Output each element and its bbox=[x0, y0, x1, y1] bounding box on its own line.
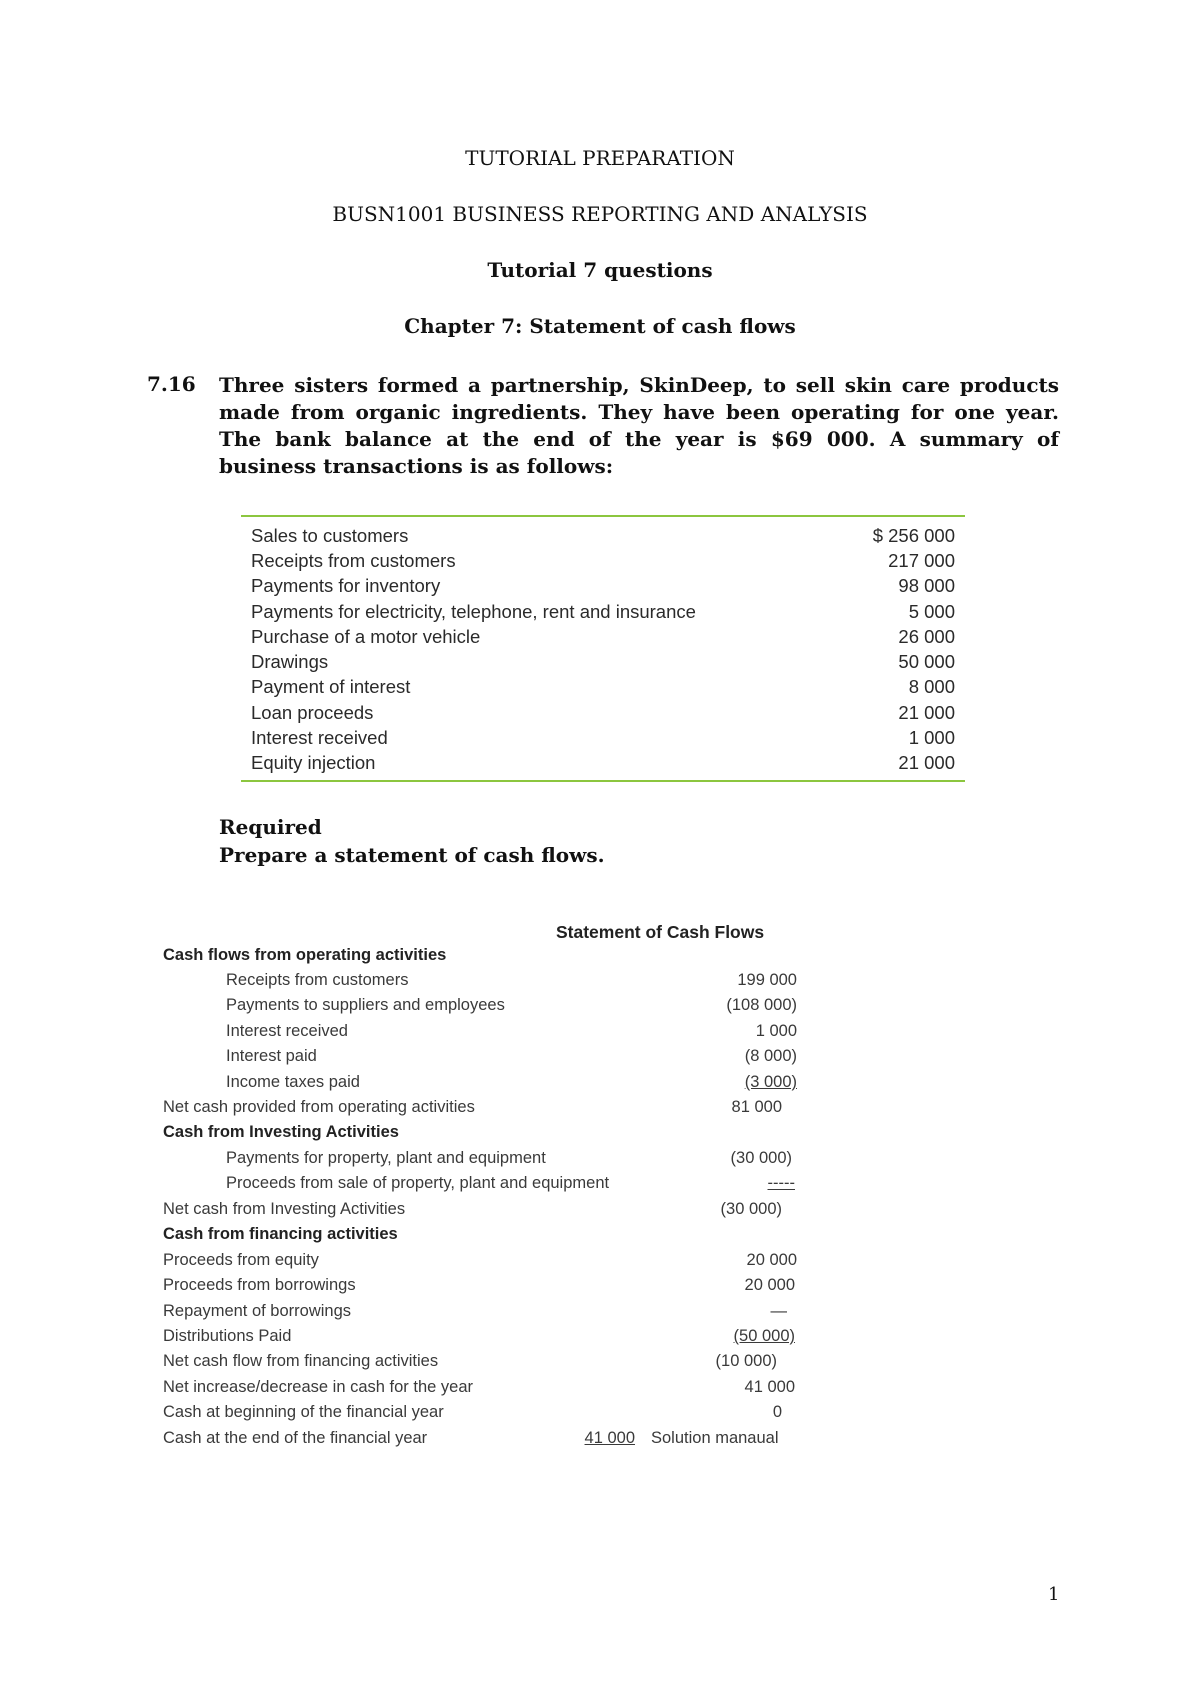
question-number: 7.16 bbox=[147, 372, 196, 396]
net-financing-value: (10 000) bbox=[715, 1352, 777, 1370]
required-text: Prepare a statement of cash flows. bbox=[219, 843, 605, 867]
txn-label: Sales to customers bbox=[251, 524, 409, 546]
txn-label: Equity injection bbox=[251, 752, 376, 774]
interest-received-value: 1 000 bbox=[755, 1022, 797, 1040]
interest-paid-label: Interest paid bbox=[226, 1047, 317, 1065]
ppe-payments-label: Payments for property, plant and equipment bbox=[226, 1149, 546, 1167]
txn-amount: 5 000 bbox=[908, 600, 955, 622]
table-row bbox=[241, 700, 965, 725]
interest-paid-value: (8 000) bbox=[744, 1047, 797, 1065]
cash-begin-value: 0 bbox=[772, 1403, 782, 1421]
repayment-label: Repayment of borrowings bbox=[163, 1302, 352, 1320]
txn-amount: 21 000 bbox=[898, 752, 955, 774]
income-tax-value: (3 000) bbox=[744, 1073, 797, 1091]
question-text: Three sisters formed a partnership, SkinDeep, to sell skin care products made from organic ingredients. They have been operating for one year. The bank balance at the end of the year is $69 000. A summary of business transactions is as follows: bbox=[219, 373, 1059, 478]
borrowings-label: Proceeds from borrowings bbox=[163, 1276, 356, 1294]
distributions-label: Distributions Paid bbox=[163, 1327, 292, 1345]
distributions-value: (50 000) bbox=[733, 1327, 795, 1345]
page-number: 1 bbox=[1048, 1584, 1060, 1605]
txn-label: Interest received bbox=[251, 727, 388, 749]
net-financing-label: Net cash flow from financing activities bbox=[163, 1352, 439, 1370]
table-row bbox=[241, 751, 965, 776]
net-investing-label: Net cash from Investing Activities bbox=[163, 1200, 406, 1218]
ppe-sale-value: ----- bbox=[767, 1174, 795, 1192]
txn-amount: 1 000 bbox=[908, 727, 955, 749]
interest-received-label: Interest received bbox=[226, 1022, 348, 1040]
net-operating-value: 81 000 bbox=[731, 1098, 782, 1116]
txn-label: Drawings bbox=[251, 651, 329, 673]
txn-label: Receipts from customers bbox=[251, 549, 456, 571]
cash-flow-title: Statement of Cash Flows bbox=[556, 922, 765, 942]
txn-amount: 50 000 bbox=[898, 651, 955, 673]
txn-amount: 8 000 bbox=[908, 676, 955, 698]
txn-label: Payment of interest bbox=[251, 676, 411, 698]
txn-amount: 21 000 bbox=[898, 701, 955, 723]
table-row bbox=[241, 523, 965, 548]
equity-value: 20 000 bbox=[746, 1251, 797, 1269]
cash-begin-label: Cash at beginning of the financial year bbox=[163, 1403, 444, 1421]
cash-end-label: Cash at the end of the financial year bbox=[163, 1429, 428, 1447]
borrowings-value: 20 000 bbox=[744, 1276, 795, 1294]
net-change-label: Net increase/decrease in cash for the year bbox=[163, 1378, 473, 1396]
document-title: TUTORIAL PREPARATION bbox=[465, 146, 735, 170]
txn-amount: 217 000 bbox=[888, 549, 955, 571]
receipts-value: 199 000 bbox=[737, 971, 797, 989]
table-row bbox=[241, 548, 965, 573]
payments-value: (108 000) bbox=[726, 996, 797, 1014]
repayment-value: — bbox=[770, 1302, 787, 1320]
txn-amount: 26 000 bbox=[898, 625, 955, 647]
table-row bbox=[241, 649, 965, 674]
cash-end-value: 41 000 bbox=[584, 1429, 635, 1447]
equity-label: Proceeds from equity bbox=[163, 1251, 319, 1269]
ppe-payments-value: (30 000) bbox=[730, 1149, 792, 1167]
txn-label: Purchase of a motor vehicle bbox=[251, 625, 481, 647]
table-row bbox=[241, 675, 965, 700]
table-row bbox=[241, 725, 965, 750]
chapter-title: Chapter 7: Statement of cash flows bbox=[404, 314, 796, 338]
required-heading: Required bbox=[219, 815, 322, 839]
table-row bbox=[241, 574, 965, 599]
table-row bbox=[241, 624, 965, 649]
course-title: BUSN1001 BUSINESS REPORTING AND ANALYSIS bbox=[332, 202, 868, 226]
tutorial-title: Tutorial 7 questions bbox=[487, 258, 713, 282]
txn-label: Payments for inventory bbox=[251, 575, 441, 597]
net-investing-value: (30 000) bbox=[720, 1200, 782, 1218]
operating-heading: Cash flows from operating activities bbox=[163, 946, 447, 964]
investing-heading: Cash from Investing Activities bbox=[163, 1123, 399, 1141]
txn-amount: 98 000 bbox=[898, 575, 955, 597]
financing-heading: Cash from financing activities bbox=[163, 1225, 398, 1243]
txn-label: Payments for electricity, telephone, rent and insurance bbox=[251, 600, 696, 622]
txn-label: Loan proceeds bbox=[251, 701, 374, 723]
txn-amount: $ 256 000 bbox=[872, 524, 955, 546]
table-row bbox=[241, 599, 965, 624]
income-tax-label: Income taxes paid bbox=[226, 1073, 360, 1091]
receipts-label: Receipts from customers bbox=[226, 971, 409, 989]
payments-label: Payments to suppliers and employees bbox=[226, 996, 505, 1014]
ppe-sale-label: Proceeds from sale of property, plant and equipment bbox=[226, 1174, 610, 1192]
net-change-value: 41 000 bbox=[744, 1378, 795, 1396]
solution-note: Solution manaual bbox=[651, 1429, 779, 1447]
net-operating-label: Net cash provided from operating activities bbox=[163, 1098, 475, 1116]
transactions-table bbox=[241, 515, 965, 782]
